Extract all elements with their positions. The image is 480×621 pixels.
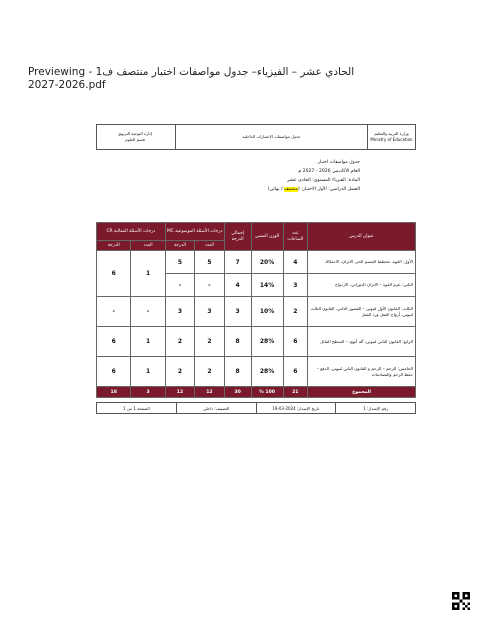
total-row: المجموع 21 100 % 30 12 12 3 18 (97, 387, 416, 398)
ministry-cell (367, 125, 415, 149)
page-footer (96, 402, 416, 414)
footer-date: تاريخ الإصدار: 2024-03-19 (256, 403, 336, 413)
department-cell (95, 125, 175, 149)
table-row: الثالث: القانون الأول لنيوتن – القصور الذاتي، القانون الثالث لنيوتن، أزواج الفعل ورد الفعل 2 10% 3 3 3 - - (97, 297, 416, 327)
col-total: إجمالي الدرجة (224, 223, 251, 251)
info-title: جدول مواصفات اختبار (317, 160, 360, 165)
info-year: العام الأكاديمي 2026 - 2027 م (298, 169, 360, 174)
department-name: إدارة التوجيه التربوي (117, 131, 153, 136)
col-cr-grade: الدرجة (97, 241, 131, 251)
header-title: جدول مواصفات الاختبارات الداخلية (242, 134, 301, 139)
col-cr-group: درجات الأسئلة المقالية CR (97, 223, 166, 241)
pdf-page (96, 118, 416, 418)
col-topic: عنوان الدرس (308, 223, 416, 251)
section-name: قسم العلوم (125, 137, 145, 142)
specification-table (96, 222, 416, 398)
document-title (28, 66, 358, 92)
col-mc-count: العدد (195, 241, 224, 251)
highlighted-midterm: منتصف (283, 187, 298, 192)
document-title-line1: Previewing - الحادي عشر – الفيزياء– جدول مواصفات اختبار منتصف ف1 (28, 66, 355, 78)
ministry-name: وزارة التربية والتعليم (374, 131, 409, 136)
col-weight: الوزن النسبي (251, 223, 283, 251)
ministry-name-en: Ministry of Education (370, 137, 413, 142)
col-cr-count: العدد (131, 241, 165, 251)
col-mc-group: درجات الأسئلة الموضوعية MC (165, 223, 224, 241)
footer-version: رقم الإصدار: 1 (335, 403, 415, 413)
info-term: الفصل الدراسي: الأول الاختبار: (منتصف / نهائي) (267, 187, 360, 192)
header-title-cell (175, 125, 367, 149)
col-hours: عدد الساعات (283, 223, 308, 251)
qr-code-icon (452, 592, 470, 610)
exam-info (160, 158, 360, 194)
table-row: الرابع: القانون الثاني لنيوتن، آلة أتوود – السطح المائل 6 28% 8 2 2 1 6 (97, 327, 416, 357)
col-mc-grade: الدرجة (165, 241, 194, 251)
table-row: الثاني: عزم القوة – الاتزان الدوراني، الازدواج 3 14% 4 - - (97, 274, 416, 297)
table-row: الخامس: الزخم – الزخم و القانون الثاني لنيوتن، الدفع – حفظ الزخم والتصادمات 6 28% 8 2 2 1 6 (97, 357, 416, 387)
page-header (96, 124, 416, 150)
footer-page: الصفحة 1 من 1 (123, 405, 150, 411)
document-title-line2: 2027-2026.pdf (28, 79, 106, 91)
info-subject: المادة: الفيزياء المستوى: الحادي عشر (287, 178, 360, 183)
footer-classification: التصنيف: داخلي (176, 403, 256, 413)
table-row: الأول: القوة، مخطط الجسم الحر، الاتزان، الاحتكاك 4 20% 7 5 5 1 6 (97, 251, 416, 274)
